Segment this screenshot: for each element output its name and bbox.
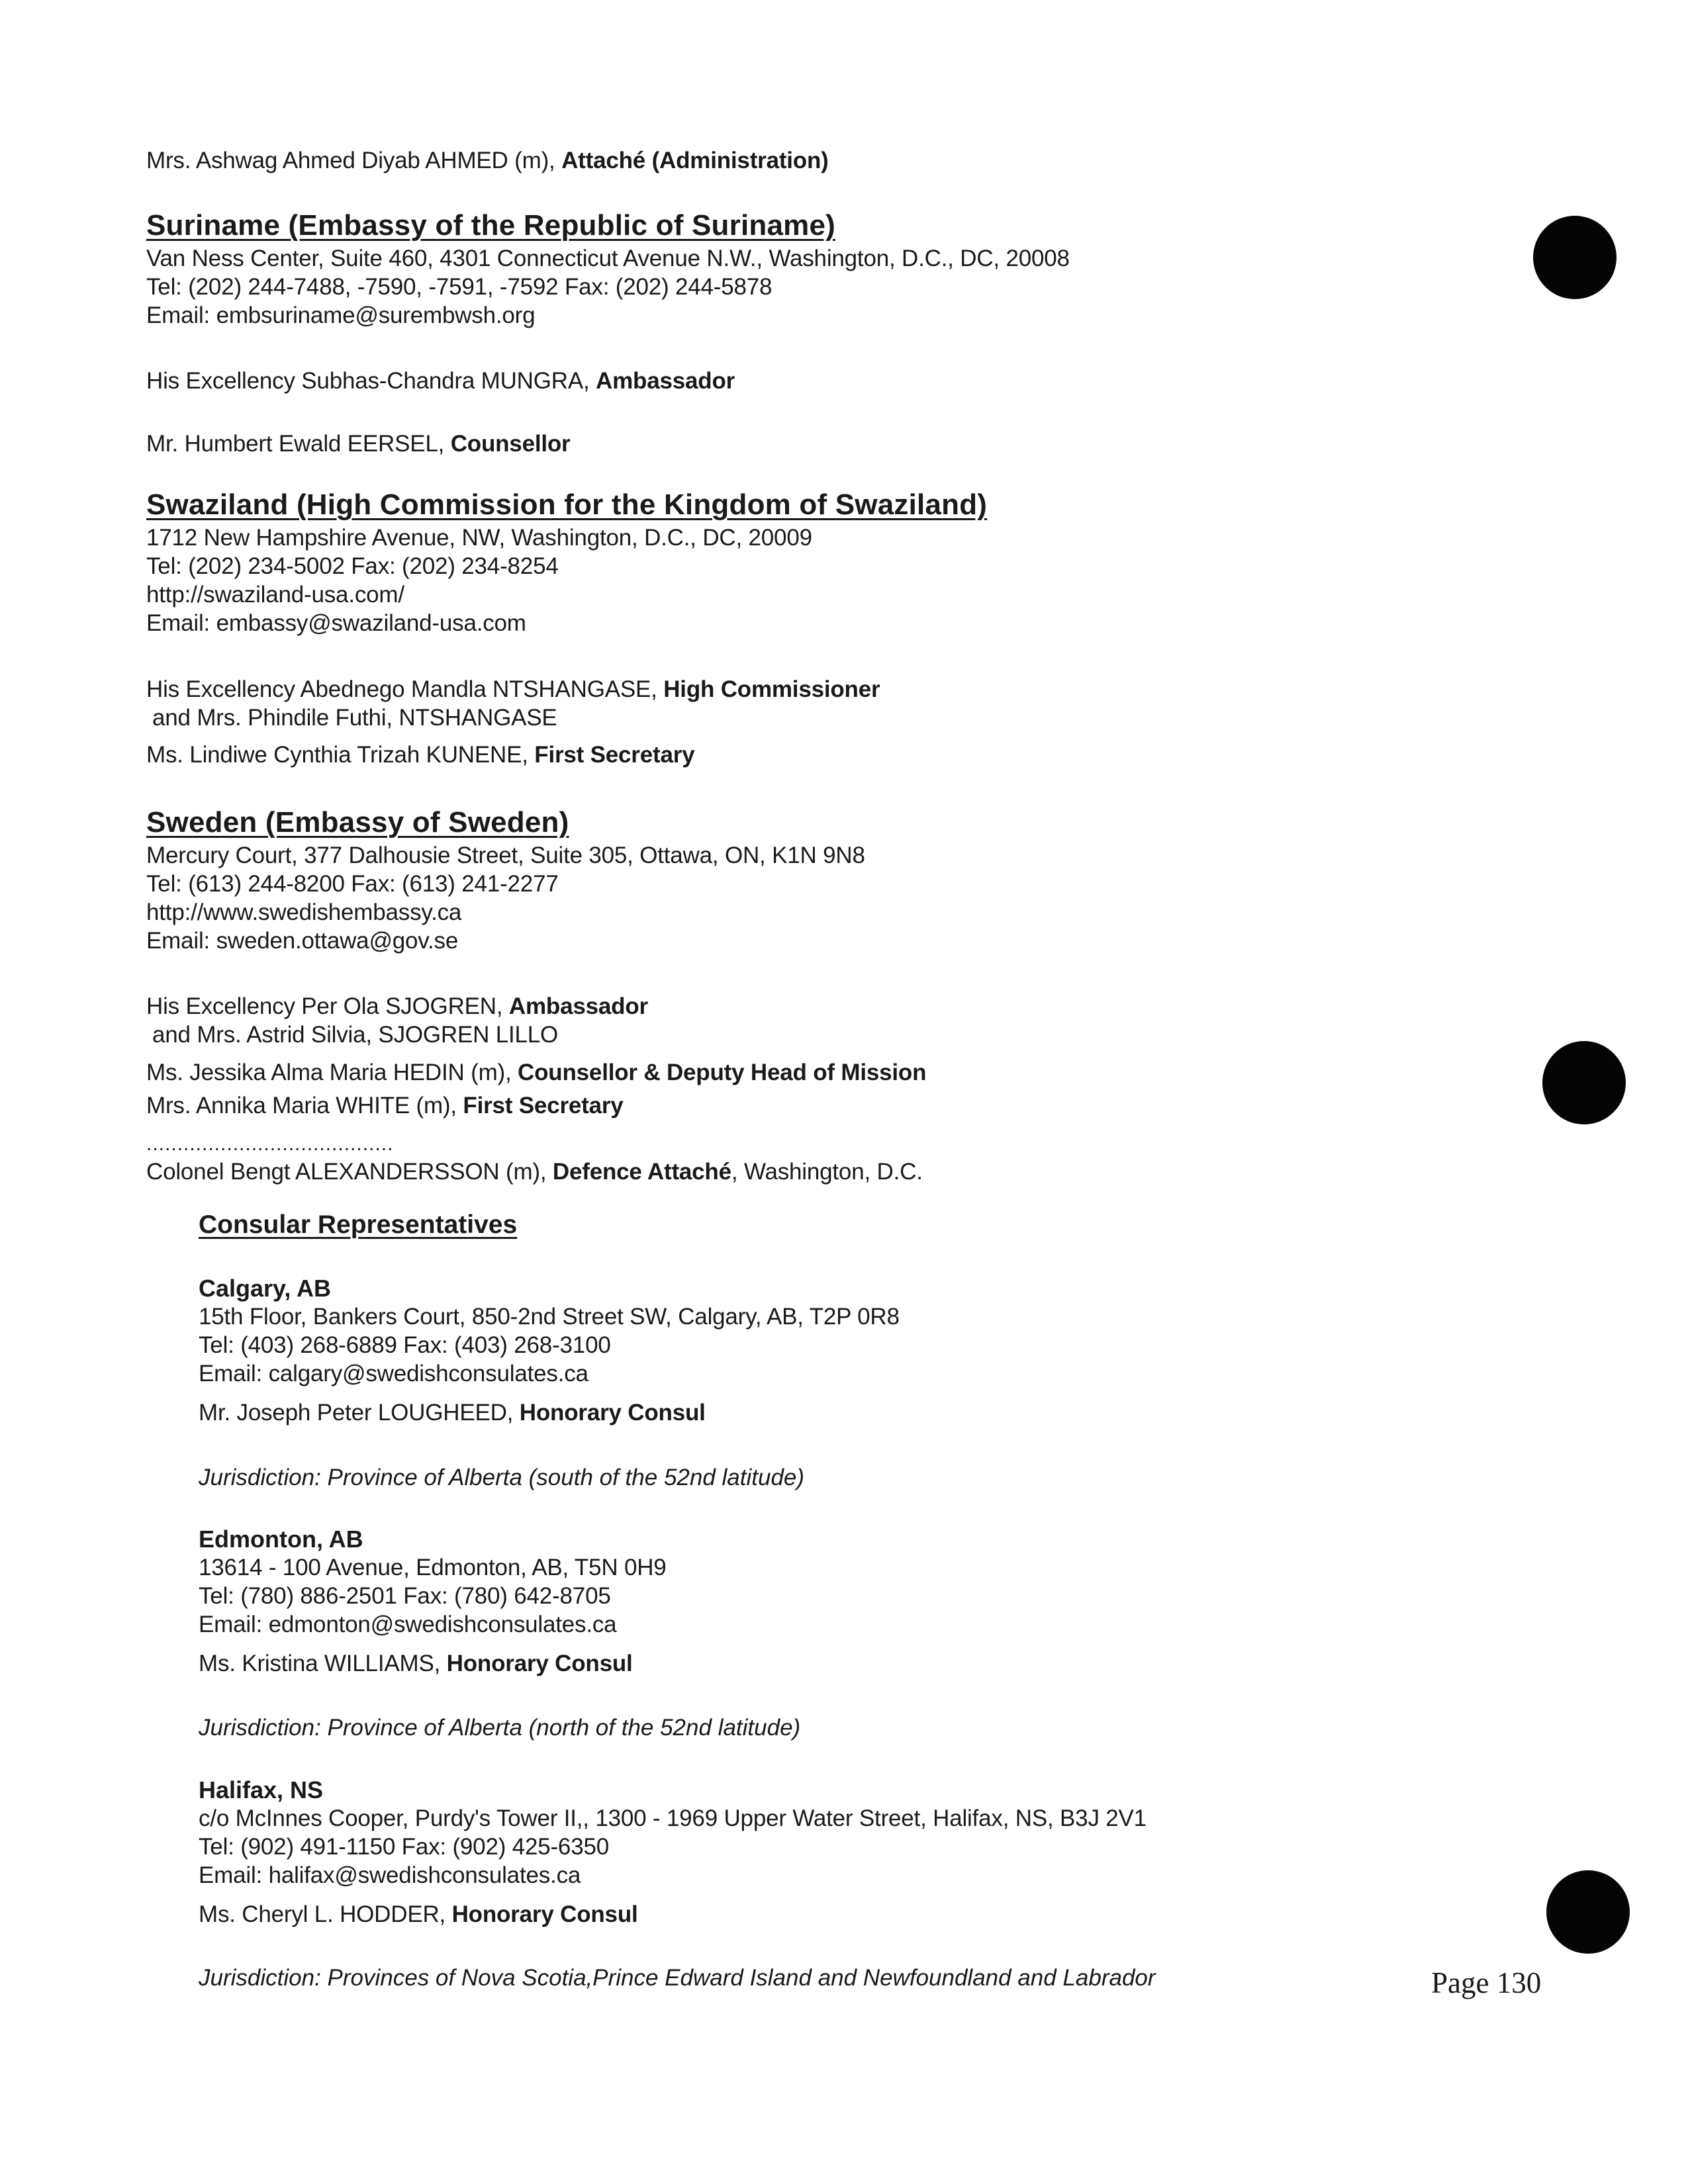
phone-fax: Tel: (902) 491-1150 Fax: (902) 425-6350 (199, 1834, 609, 1860)
staff-entry (146, 1158, 923, 1186)
address: Mercury Court, 377 Dalhousie Street, Suite 305, Ottawa, ON, K1N 9N8 (146, 842, 865, 868)
email: Email: embsuriname@surembwsh.org (146, 302, 536, 328)
consul-entry (199, 1901, 638, 1929)
address: 15th Floor, Bankers Court, 850-2nd Street SW, Calgary, AB, T2P 0R8 (199, 1304, 900, 1330)
staff-name: His Excellency Subhas-Chandra MUNGRA, (146, 368, 596, 394)
jurisdiction: Jurisdiction: Province of Alberta (north of the 52nd latitude) (199, 1715, 801, 1741)
consul-entry (199, 1650, 633, 1678)
website: http://www.swedishembassy.ca (146, 899, 462, 925)
address: 1712 New Hampshire Avenue, NW, Washington, D.C., DC, 20009 (146, 525, 812, 551)
staff-title: Defence Attaché (552, 1159, 731, 1185)
punch-hole (1546, 1870, 1630, 1954)
page-number: Page 130 (1431, 1966, 1542, 1999)
consulate-city: Calgary, AB (199, 1275, 332, 1302)
staff-title: Ambassador (596, 368, 735, 394)
address: 13614 - 100 Avenue, Edmonton, AB, T5N 0H9 (199, 1555, 667, 1580)
punch-hole (1533, 216, 1617, 299)
consul-title: Honorary Consul (519, 1400, 706, 1426)
section-heading-swaziland: Swaziland (High Commission for the Kingdom of Swaziland) (146, 488, 988, 521)
section-heading-sweden: Sweden (Embassy of Sweden) (146, 806, 569, 839)
email: Email: halifax@swedishconsulates.ca (199, 1862, 581, 1888)
website: http://swaziland-usa.com/ (146, 582, 404, 608)
email: Email: edmonton@swedishconsulates.ca (199, 1612, 617, 1637)
consul-entry (199, 1399, 706, 1427)
staff-name: Ms. Jessika Alma Maria HEDIN (m), (146, 1060, 518, 1085)
consular-heading: Consular Representatives (199, 1210, 518, 1239)
consul-name: Ms. Cheryl L. HODDER, (199, 1901, 452, 1927)
staff-entry (146, 147, 829, 175)
staff-entry (146, 367, 735, 395)
staff-title: Ambassador (508, 993, 648, 1019)
address: c/o McInnes Cooper, Purdy's Tower II,, 1300 - 1969 Upper Water Street, Halifax, NS, B3J 2V1 (199, 1805, 1147, 1831)
consulate-city: Edmonton, AB (199, 1525, 363, 1553)
staff-name: Mr. Humbert Ewald EERSEL, (146, 431, 451, 457)
address: Van Ness Center, Suite 460, 4301 Connecticut Avenue N.W., Washington, D.C., DC, 20008 (146, 246, 1070, 271)
phone-fax: Tel: (613) 244-8200 Fax: (613) 241-2277 (146, 871, 559, 897)
staff-entry (146, 741, 694, 769)
staff-entry (146, 1092, 624, 1120)
spouse: and Mrs. Phindile Futhi, NTSHANGASE (152, 705, 557, 731)
email: Email: embassy@swaziland-usa.com (146, 610, 526, 636)
email: Email: calgary@swedishconsulates.ca (199, 1361, 588, 1387)
consul-name: Mr. Joseph Peter LOUGHEED, (199, 1400, 520, 1426)
staff-entry (146, 676, 880, 704)
phone-fax: Tel: (202) 234-5002 Fax: (202) 234-8254 (146, 553, 559, 579)
staff-name: Ms. Lindiwe Cynthia Trizah KUNENE, (146, 742, 535, 768)
staff-title: Counsellor & Deputy Head of Mission (518, 1060, 927, 1085)
staff-name: Mrs. Annika Maria WHITE (m), (146, 1093, 463, 1118)
consul-title: Honorary Consul (446, 1651, 633, 1676)
staff-name: Colonel Bengt ALEXANDERSSON (m), (146, 1159, 553, 1185)
phone-fax: Tel: (780) 886-2501 Fax: (780) 642-8705 (199, 1583, 611, 1609)
phone-fax: Tel: (202) 244-7488, -7590, -7591, -7592 Fax: (202) 244-5878 (146, 274, 773, 300)
phone-fax: Tel: (403) 268-6889 Fax: (403) 268-3100 (199, 1332, 611, 1358)
spouse: and Mrs. Astrid Silvia, SJOGREN LILLO (152, 1022, 559, 1048)
consulate-city: Halifax, NS (199, 1776, 324, 1803)
staff-title: High Commissioner (663, 676, 880, 702)
section-heading-suriname: Suriname (Embassy of the Republic of Suriname) (146, 209, 835, 242)
staff-name: Mrs. Ashwag Ahmed Diyab AHMED (m), (146, 148, 562, 173)
staff-name: His Excellency Abednego Mandla NTSHANGASE, (146, 676, 664, 702)
staff-entry (146, 430, 570, 458)
staff-location: , Washington, D.C. (731, 1159, 923, 1185)
punch-hole (1542, 1041, 1626, 1124)
staff-title: Counsellor (450, 431, 571, 457)
jurisdiction: Jurisdiction: Provinces of Nova Scotia,Prince Edward Island and Newfoundland and Labrador (199, 1965, 1156, 1991)
dotted-separator: ........................................ (146, 1133, 394, 1155)
consul-name: Ms. Kristina WILLIAMS, (199, 1651, 447, 1676)
staff-title: Attaché (Administration) (561, 148, 829, 173)
staff-entry (146, 993, 648, 1021)
jurisdiction: Jurisdiction: Province of Alberta (south of the 52nd latitude) (199, 1465, 805, 1490)
staff-name: His Excellency Per Ola SJOGREN, (146, 993, 509, 1019)
consul-title: Honorary Consul (451, 1901, 638, 1927)
staff-entry (146, 1059, 926, 1087)
staff-title: First Secretary (534, 742, 695, 768)
staff-title: First Secretary (463, 1093, 624, 1118)
email: Email: sweden.ottawa@gov.se (146, 928, 459, 954)
